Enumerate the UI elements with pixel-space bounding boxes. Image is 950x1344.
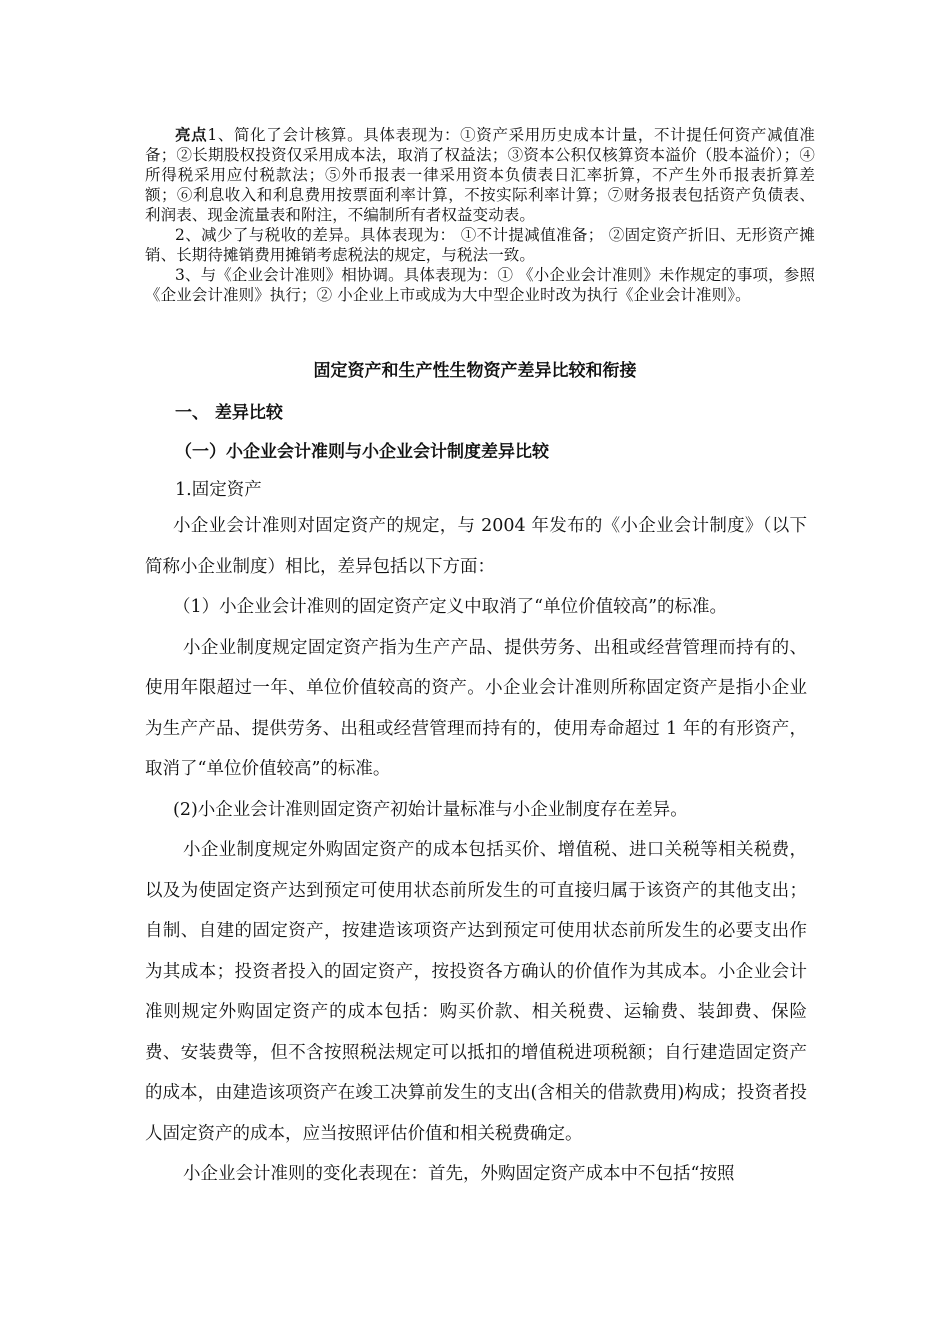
item-fixed-assets: 1.固定资产 bbox=[175, 480, 262, 500]
point-1: （1）小企业会计准则的固定资产定义中取消了“单位价值较高”的标准。 bbox=[173, 597, 728, 617]
body-text bbox=[145, 506, 807, 1195]
highlight-item-1 bbox=[145, 125, 815, 225]
heading-difference-comparison: 一、 差异比较 bbox=[175, 403, 283, 423]
paragraph-point-2: 小企业制度规定外购固定资产的成本包括买价、增值税、进口关税等相关税费，以及为使固定资产达到预定可使用状态前所发生的可直接归属于该资产的其他支出；自制、自建的固定资产，按建造该项资产达到预定可使用状态前所发生的必要支出作为其成本；投资者投入的固定资产，按投资各方确认的价值作为其成本。小企业会计准则规定外购固定资产的成本包括：购买价款、相关税费、运输费、装卸费、保险费、安装费等，但不含按照税法规定可以抵扣的增值税进项税额；自行建造固定资产的成本，由建造该项资产在竣工决算前发生的支出(含相关的借款费用)构成；投资者投人固定资产的成本，应当按照评估价值和相关税费确定。 bbox=[145, 840, 807, 1144]
paragraph-point-1: 小企业制度规定固定资产指为生产产品、提供劳务、出租或经营管理而持有的、使用年限超过一年、单位价值较高的资产。小企业会计准则所称固定资产是指小企业为生产产品、提供劳务、出租或经营管理而持有的，使用寿命超过 1 年的有形资产，取消了“单位价值较高”的标准。 bbox=[145, 637, 807, 779]
highlight-item-3: 3、与《企业会计准则》相协调。具体表现为：① 《小企业会计准则》未作规定的事项，参照《企业会计准则》执行；② 小企业上市或成为大中型企业时改为执行《企业会计准则》。 bbox=[145, 266, 815, 304]
highlight-text-1: 1、简化了会计核算。具体表现为：①资产采用历史成本计量，不计提任何资产减值准备；②长期股权投资仅采用成本法，取消了权益法；③资本公积仅核算资本溢价（股本溢价）；④所得税采用应付税款法；⑤外币报表一律采用资本负债表日汇率折算，不产生外币报表折算差额；⑥利息收入和利息费用按票面利率计算，不按实际利率计算；⑦财务报表包括资产负债表、利润表、现金流量表和附注，不编制所有者权益变动表。 bbox=[145, 126, 815, 224]
paragraph-intro: 小企业会计准则对固定资产的规定，与 2004 年发布的《小企业会计制度》（以下简称小企业制度）相比，差异包括以下方面： bbox=[145, 516, 807, 577]
point-2: (2)小企业会计准则固定资产初始计量标准与小企业制度存在差异。 bbox=[173, 799, 688, 820]
section-title: 固定资产和生产性生物资产差异比较和衔接 bbox=[313, 361, 637, 381]
highlight-label: 亮点 bbox=[175, 125, 208, 144]
paragraph-last: 小企业会计准则的变化表现在：首先，外购固定资产成本中不包括“按照 bbox=[183, 1164, 735, 1184]
highlight-item-2: 2、减少了与税收的差异。具体表现为： ①不计提减值准备； ②固定资产折旧、无形资产摊销、长期待摊销费用摊销考虑税法的规定，与税法一致。 bbox=[145, 226, 815, 264]
subheading-comparison: （一）小企业会计准则与小企业会计制度差异比较 bbox=[175, 442, 549, 462]
highlights-block bbox=[145, 125, 815, 305]
